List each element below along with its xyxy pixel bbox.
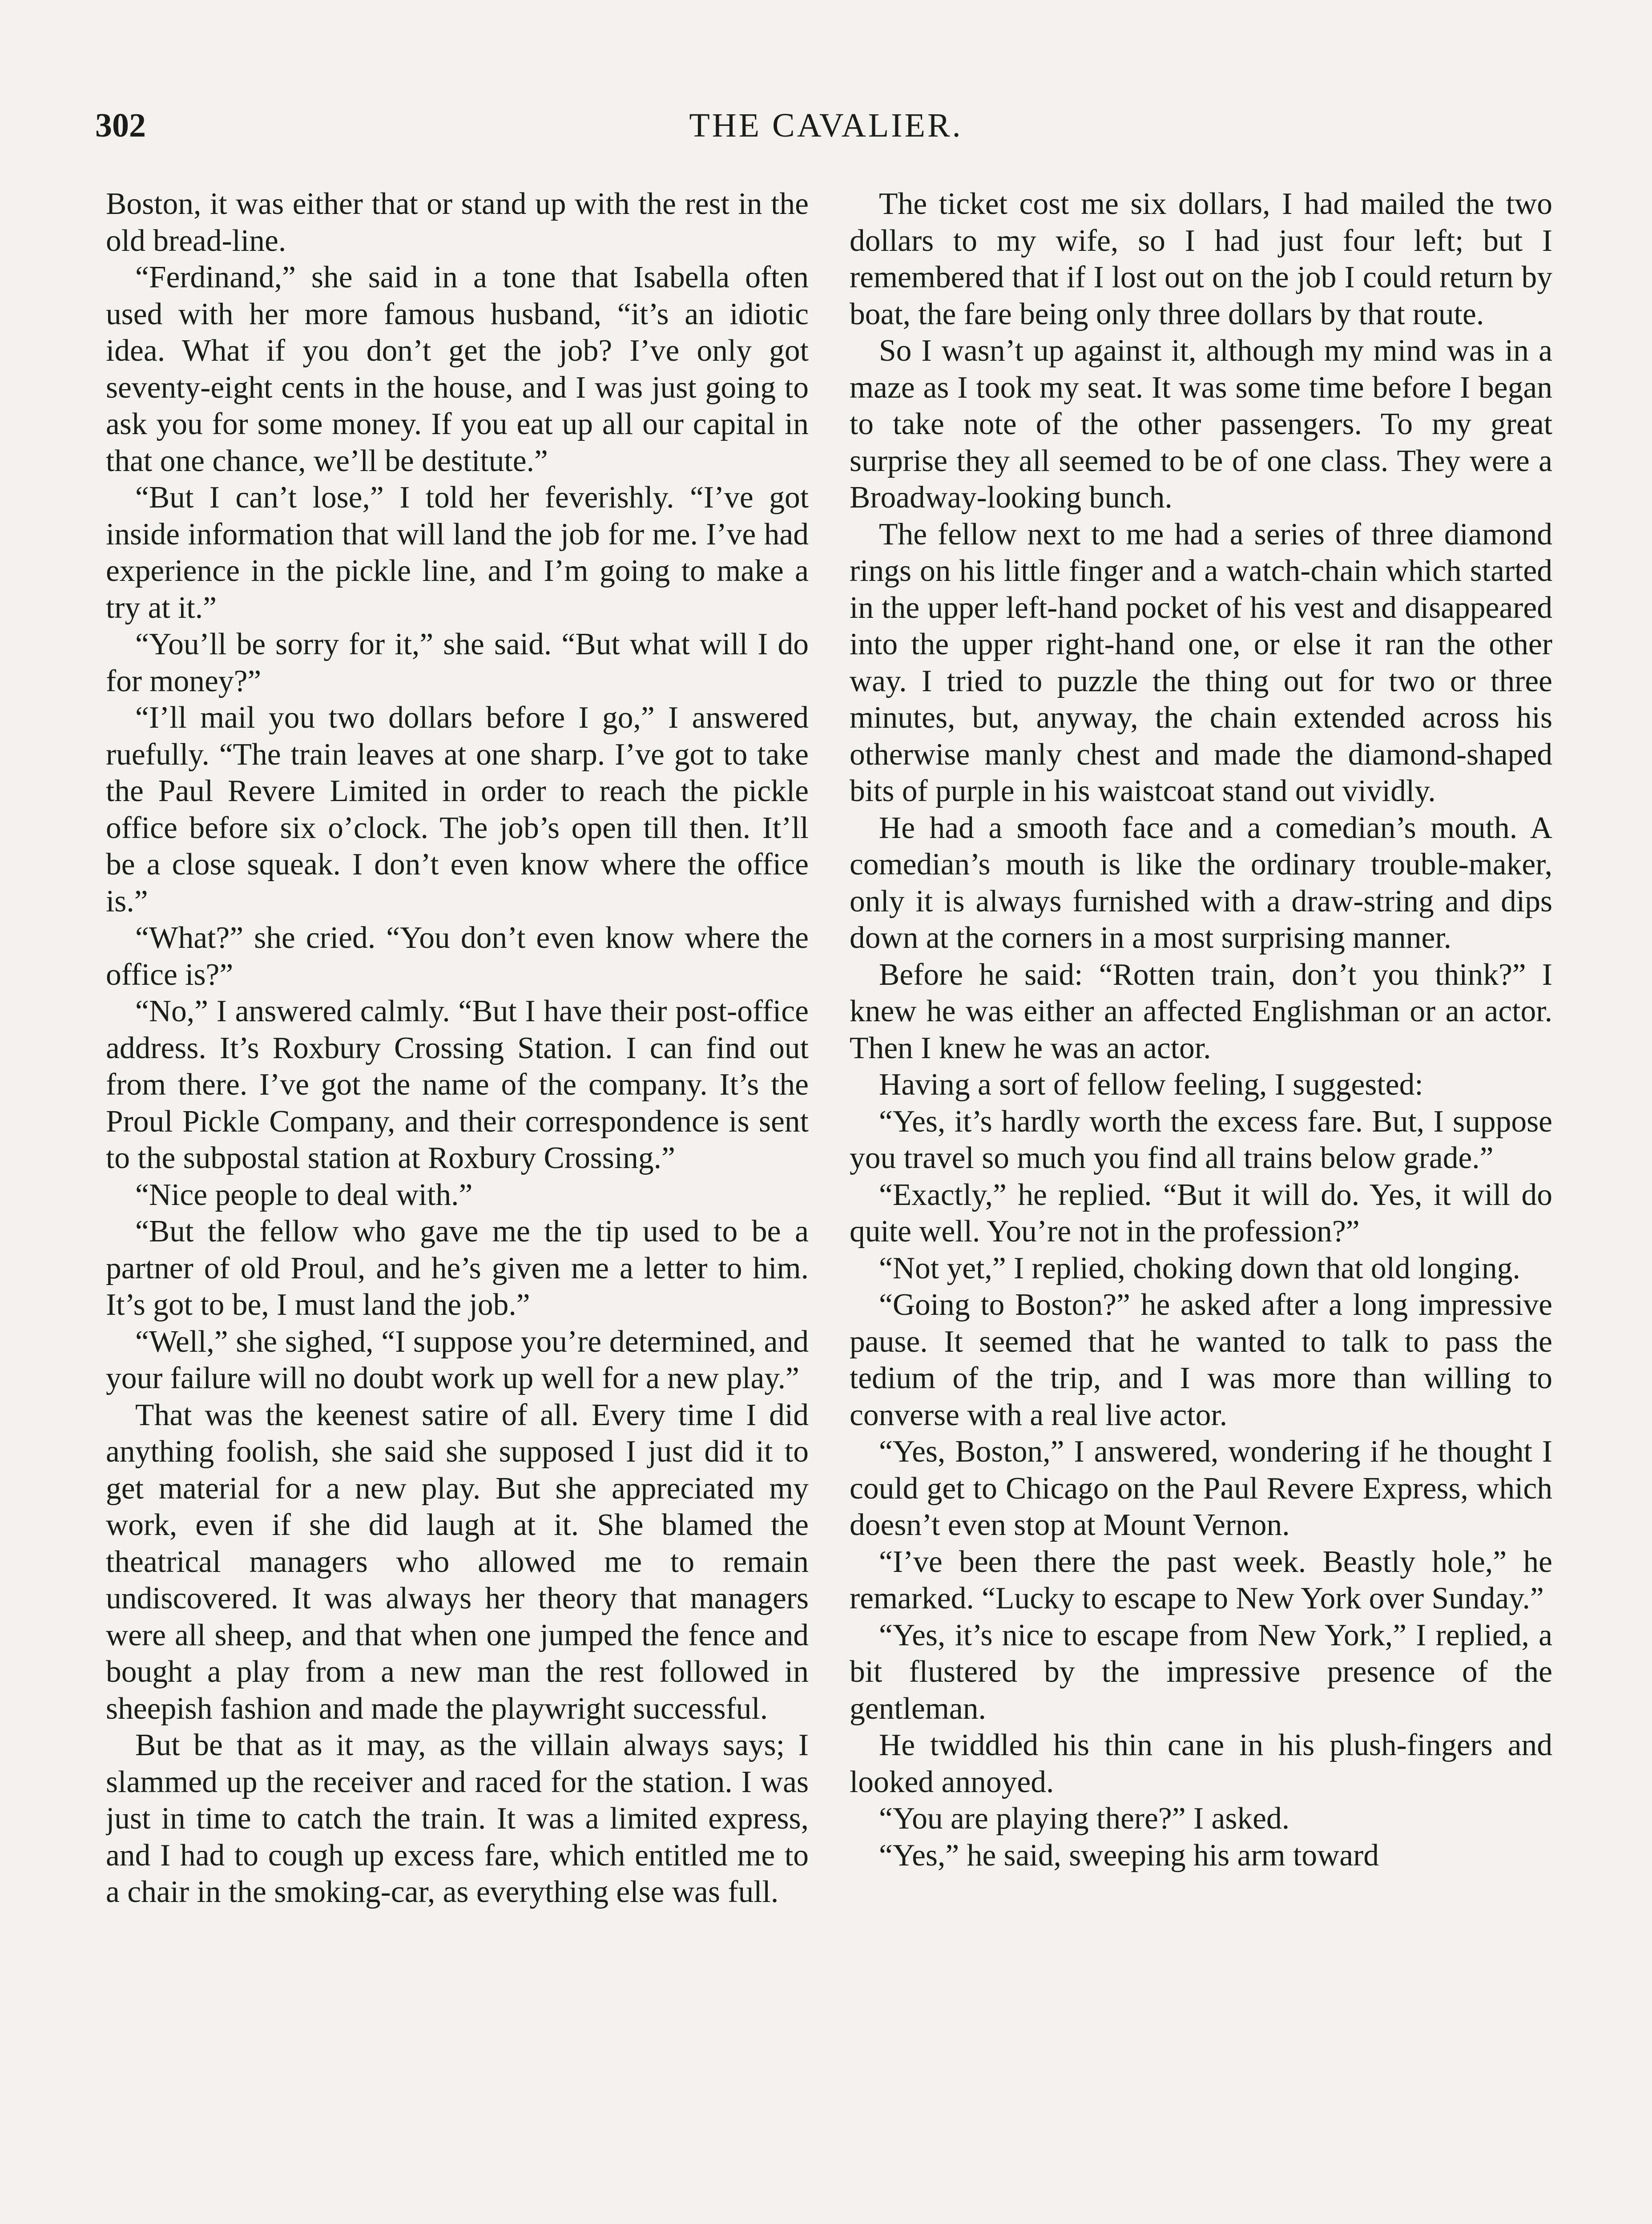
paragraph: He twiddled his thin cane in his plush-fingers and looked annoyed.	[850, 1728, 1552, 1799]
paragraph: The ticket cost me six dollars, I had mailed the two dollars to my wife, so I had just four left; but I remembered that if I lost out on the job I could return by boat, the fare being only three dollars by that route.	[850, 187, 1552, 331]
left-column	[106, 186, 809, 2224]
paragraph: “Not yet,” I replied, choking down that old longing.	[879, 1251, 1520, 1285]
paragraph: “Ferdinand,” she said in a tone that Isabella often used with her more famous husband, “it’s an idiotic idea. What if you don’t get the job? I’ve only got seventy-eight cents in the house, and I was just going to ask you for some money. If you eat up all our capital in that one chance, we’ll be destitute.”	[106, 260, 809, 478]
page-number: 302	[95, 107, 146, 144]
paragraph: Having a sort of fellow feeling, I suggested:	[879, 1068, 1423, 1102]
paragraph: The fellow next to me had a series of three diamond rings on his little finger and a watch-chain which started in the upper left-hand pocket of his vest and disappeared into the upper right-hand one, or else it ran the other way. I tried to puzzle the thing out for two or three minutes, but, anyway, the chain extended across his otherwise manly chest and made the diamond-shaped bits of purple in his waistcoat stand out vividly.	[850, 517, 1552, 808]
paragraph: That was the keenest satire of all. Every time I did anything foolish, she said she supposed I just did it to get material for a new play. But she appreciated my work, even if she did laugh at it. She blamed the theatrical managers who allowed me to remain undiscovered. It was always her theory that managers were all sheep, and that when one jumped the fence and bought a play from a new man the rest followed in sheepish fashion and made the playwright successful.	[106, 1398, 809, 1726]
paragraph: “Yes, it’s nice to escape from New York,” I replied, a bit flustered by the impressive presence of the gentleman.	[850, 1618, 1552, 1726]
paragraph: “Well,” she sighed, “I suppose you’re determined, and your failure will no doubt work up well for a new play.”	[106, 1324, 809, 1395]
paragraph: “Going to Boston?” he asked after a long impressive pause. It seemed that he wanted to talk to pass the tedium of the trip, and I was more than willing to converse with a real live actor.	[850, 1288, 1552, 1432]
paragraph: Boston, it was either that or stand up with the rest in the old bread-line.	[106, 187, 809, 258]
paragraph: “No,” I answered calmly. “But I have their post-office address. It’s Roxbury Crossing Station. I can find out from there. I’ve got the name of the company. It’s the Proul Pickle Company, and their correspondence is sent to the subpostal station at Roxbury Crossing.”	[106, 994, 809, 1175]
paragraph: “You’ll be sorry for it,” she said. “But what will I do for money?”	[106, 627, 809, 698]
paragraph: “Yes, it’s hardly worth the excess fare. But, I suppose you travel so much you find all trains below grade.”	[850, 1104, 1552, 1175]
paragraph: “What?” she cried. “You don’t even know where the office is?”	[106, 921, 809, 992]
paragraph: “Nice people to deal with.”	[135, 1177, 473, 1212]
paragraph: “You are playing there?” I asked.	[879, 1801, 1290, 1836]
paragraph: “But the fellow who gave me the tip used to be a partner of old Proul, and he’s given me a letter to him. It’s got to be, I must land the job.”	[106, 1214, 809, 1322]
paragraph: Before he said: “Rotten train, don’t you think?” I knew he was either an affected Englishman or an actor. Then I knew he was an actor.	[850, 957, 1552, 1065]
paragraph: But be that as it may, as the villain always says; I slammed up the receiver and raced for the station. I was just in time to catch the train. It was a limited express, and I had to cough up excess fare, which entitled me to a chair in the smoking-car, as everything else was full.	[106, 1728, 809, 1909]
paragraph: “Yes, Boston,” I answered, wondering if he thought I could get to Chicago on the Paul Revere Express, which doesn’t even stop at Mount Vernon.	[850, 1434, 1552, 1542]
paragraph: “I’ve been there the past week. Beastly hole,” he remarked. “Lucky to escape to New York over Sunday.”	[850, 1544, 1552, 1616]
right-column	[850, 186, 1552, 2224]
paragraph: So I wasn’t up against it, although my mind was in a maze as I took my seat. It was some time before I began to take note of the other passengers. To my great surprise they all seemed to be of one class. They were a Broadway-looking bunch.	[850, 334, 1552, 515]
paragraph: He had a smooth face and a comedian’s mouth. A comedian’s mouth is like the ordinary trouble-maker, only it is always furnished with a draw-string and dips down at the corners in a most surprising manner.	[850, 810, 1552, 955]
running-title: THE CAVALIER.	[689, 107, 963, 144]
paragraph: “But I can’t lose,” I told her feverishly. “I’ve got inside information that will land the job for me. I’ve had experience in the pickle line, and I’m going to make a try at it.”	[106, 480, 809, 625]
paragraph: “Yes,” he said, sweeping his arm toward	[879, 1838, 1379, 1873]
paragraph: “I’ll mail you two dollars before I go,” I answered ruefully. “The train leaves at one sharp. I’ve got to take the Paul Revere Limited in order to reach the pickle office before six o’clock. The job’s open till then. It’ll be a close squeak. I don’t even know where the office is.”	[106, 701, 809, 919]
page-header	[95, 103, 1557, 157]
paragraph: “Exactly,” he replied. “But it will do. Yes, it will do quite well. You’re not in the profession?”	[850, 1177, 1552, 1249]
